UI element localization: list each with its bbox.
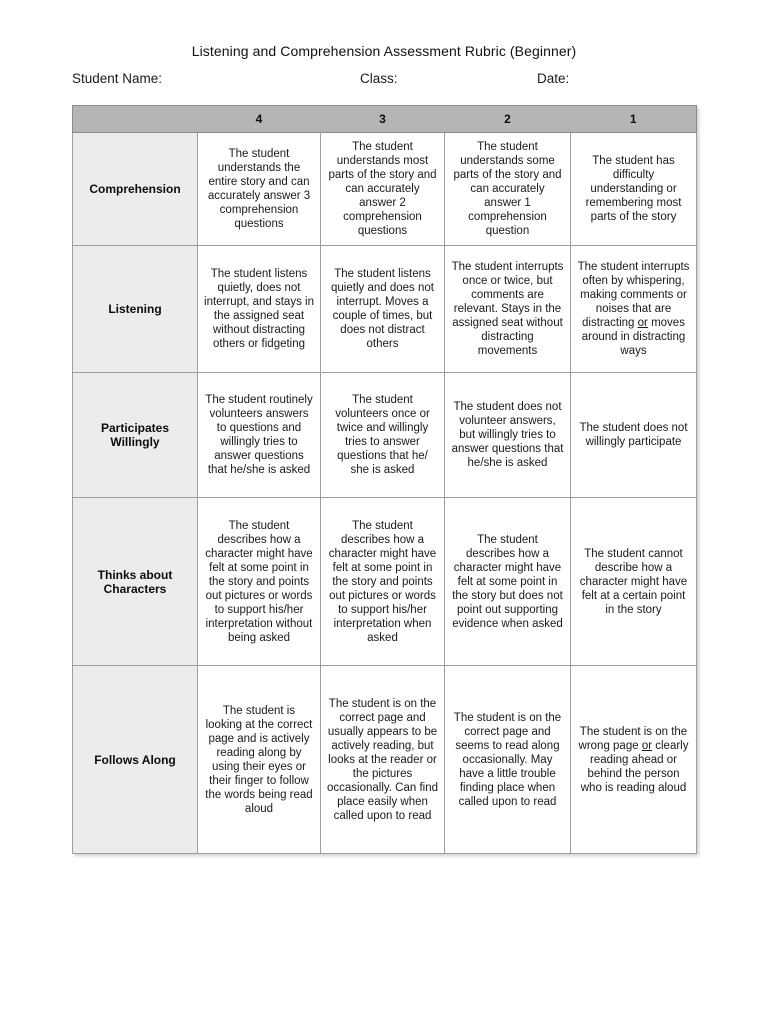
cell-thinks-about-characters-score-1: The student cannot describe how a character might have felt at a certain point in the story	[571, 498, 697, 666]
cell-participates-willingly-score-3: The student volunteers once or twice and willingly tries to answer questions that he/ she is asked	[321, 373, 445, 498]
score-header-1: 1	[571, 106, 697, 133]
cell-participates-willingly-score-4: The student routinely volunteers answers to questions and willingly tries to answer questions that he/she is asked	[198, 373, 321, 498]
rubric-row-participates-willingly	[73, 373, 697, 498]
corner-cell	[73, 106, 198, 133]
cell-follows-along-score-1: The student is on the wrong page or clearly reading ahead or behind the person who is reading aloud	[571, 666, 697, 854]
criterion-label-participates-willingly: Participates Willingly	[73, 373, 198, 498]
cell-comprehension-score-4: The student understands the entire story and can accurately answer 3 comprehension questions	[198, 133, 321, 246]
cell-listening-score-2: The student interrupts once or twice, but comments are relevant. Stays in the assigned seat without distracting movements	[445, 246, 571, 373]
rubric-table-body	[73, 133, 697, 854]
score-header-row	[73, 106, 697, 133]
cell-participates-willingly-score-2: The student does not volunteer answers, but willingly tries to answer questions that he/she is asked	[445, 373, 571, 498]
rubric-row-follows-along	[73, 666, 697, 854]
class-label: Class:	[360, 71, 398, 86]
criterion-label-thinks-about-characters: Thinks about Characters	[73, 498, 198, 666]
cell-participates-willingly-score-1: The student does not willingly participate	[571, 373, 697, 498]
cell-thinks-about-characters-score-2: The student describes how a character might have felt at some point in the story but does not point out supporting evidence when asked	[445, 498, 571, 666]
cell-listening-score-4: The student listens quietly, does not interrupt, and stays in the assigned seat without distracting others or fidgeting	[198, 246, 321, 373]
cell-follows-along-score-4: The student is looking at the correct page and is actively reading along by using their eyes or their finger to follow the words being read aloud	[198, 666, 321, 854]
student-name-label: Student Name:	[72, 71, 163, 86]
criterion-label-comprehension: Comprehension	[73, 133, 198, 246]
info-fields-row	[72, 71, 696, 89]
cell-comprehension-score-3: The student understands most parts of the story and can accurately answer 2 comprehension questions	[321, 133, 445, 246]
rubric-row-thinks-about-characters	[73, 498, 697, 666]
cell-listening-score-3: The student listens quietly and does not interrupt. Moves a couple of times, but does not distract others	[321, 246, 445, 373]
cell-follows-along-score-2: The student is on the correct page and seems to read along occasionally. May have a little trouble finding place when called upon to read	[445, 666, 571, 854]
date-label: Date:	[537, 71, 570, 86]
rubric-table	[72, 105, 697, 854]
cell-comprehension-score-2: The student understands some parts of the story and can accurately answer 1 comprehension question	[445, 133, 571, 246]
cell-comprehension-score-1: The student has difficulty understanding or remembering most parts of the story	[571, 133, 697, 246]
score-header-4: 4	[198, 106, 321, 133]
cell-thinks-about-characters-score-4: The student describes how a character might have felt at some point in the story and points out pictures or words to support his/her interpretation without being asked	[198, 498, 321, 666]
criterion-label-listening: Listening	[73, 246, 198, 373]
cell-thinks-about-characters-score-3: The student describes how a character might have felt at some point in the story and points out pictures or words to support his/her interpretation when asked	[321, 498, 445, 666]
page-title: Listening and Comprehension Assessment Rubric (Beginner)	[191, 43, 577, 59]
criterion-label-follows-along: Follows Along	[73, 666, 198, 854]
score-header-2: 2	[445, 106, 571, 133]
rubric-row-listening	[73, 246, 697, 373]
cell-listening-score-1: The student interrupts often by whispering, making comments or noises that are distracting or moves around in distracting ways	[571, 246, 697, 373]
rubric-row-comprehension	[73, 133, 697, 246]
score-header-3: 3	[321, 106, 445, 133]
cell-follows-along-score-3: The student is on the correct page and usually appears to be actively reading, but looks at the reader or the pictures occasionally. Can find place easily when called upon to read	[321, 666, 445, 854]
